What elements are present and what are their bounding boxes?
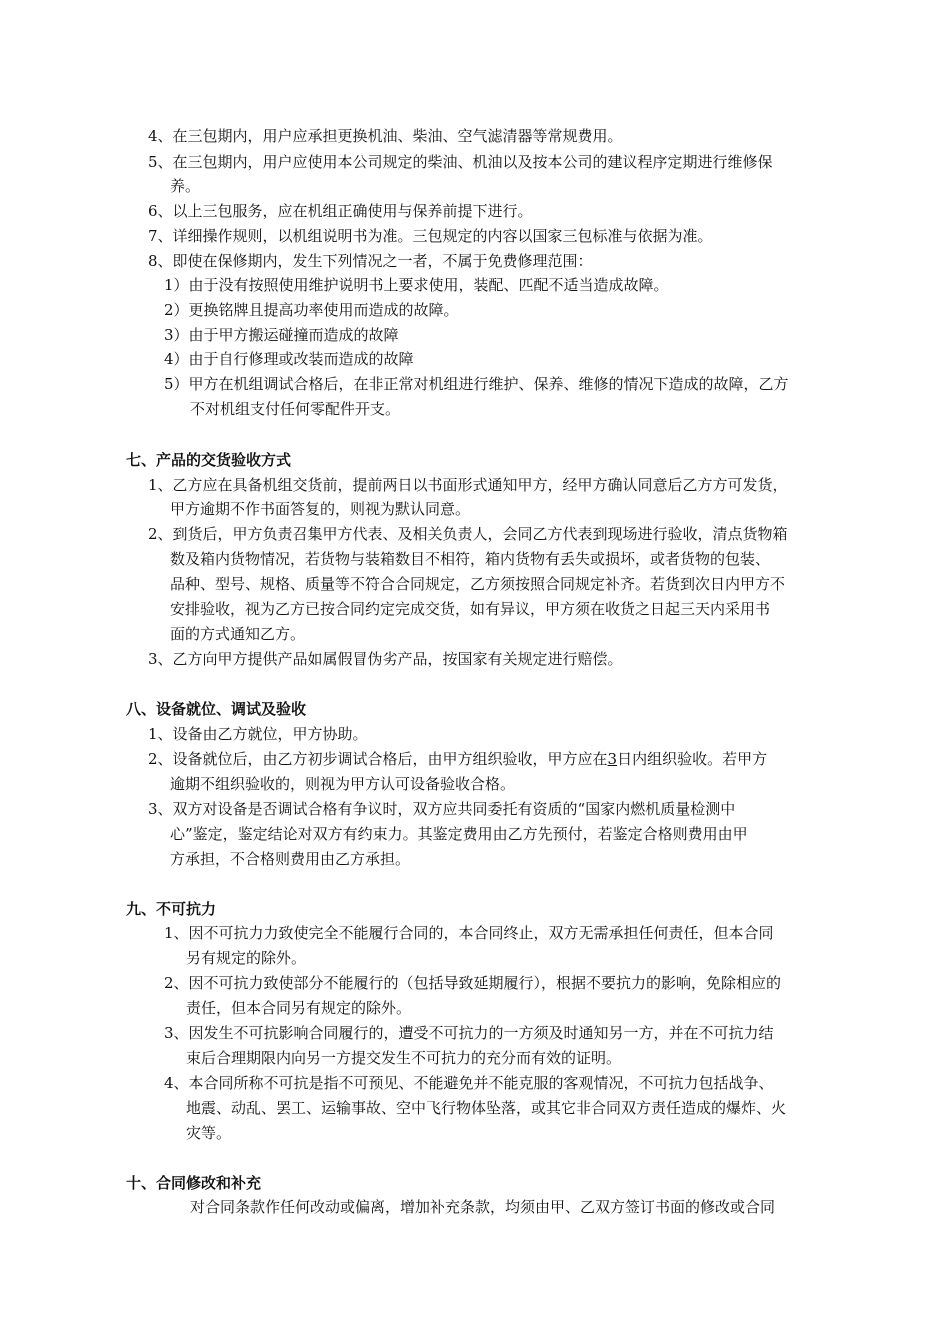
install-item-2-cont: 逾期不组织验收的，则视为甲方认可设备验收合格。 [170,775,516,793]
force-majeure-item-2: 2、因不可抗力致使部分不能履行的（包括导致延期履行），根据不要抗力的影响，免除相应的 [164,974,782,992]
acceptance-days: 3 [607,750,618,768]
install-item-3-cont-2: 方承担，不合格则费用由乙方承担。 [170,850,411,868]
warranty-item-6: 6、以上三包服务，应在机组正确使用与保养前提下进行。 [148,202,533,220]
force-majeure-item-4-cont-1: 地震、动乱、罢工、运输事故、空中飞行物体坠落，或其它非合同双方责任造成的爆炸、火 [186,1099,787,1117]
force-majeure-item-3: 3、因发生不可抗影响合同履行的，遭受不可抗力的一方须及时通知另一方，并在不可抗力结 [164,1024,774,1042]
force-majeure-item-4: 4、本合同所称不可抗是指不可预见、不能避免并不能克服的客观情况，不可抗力包括战争、 [164,1074,774,1092]
force-majeure-item-1-cont: 另有规定的除外。 [186,949,307,967]
exclusion-item-5-cont: 不对机组支付任何零配件开支。 [190,400,401,418]
exclusion-item-3: 3）由于甲方搬运碰撞而造成的故障 [164,326,399,344]
section-9-heading: 九、不可抗力 [126,900,217,918]
install-item-2 [148,747,767,771]
force-majeure-item-2-cont: 责任，但本合同另有规定的除外。 [186,999,412,1017]
delivery-item-2-cont-3: 安排验收，视为乙方已按合同约定完成交货，如有异议，甲方须在收货之日起三天内采用书 [170,600,771,618]
delivery-item-3: 3、乙方向甲方提供产品如属假冒伪劣产品，按国家有关规定进行赔偿。 [148,650,623,668]
install-item-2-text: 2、设备就位后，由乙方初步调试合格后，由甲方组织验收，甲方应在 [148,750,608,768]
delivery-item-2-cont-1: 数及箱内货物情况，若货物与装箱数目不相符，箱内货物有丢失或损坏，或者货物的包装、 [170,550,771,568]
delivery-item-1-cont: 甲方逾期不作书面答复的，则视为默认同意。 [170,500,471,518]
install-item-3: 3、双方对设备是否调试合格有争议时，双方应共同委托有资质的“国家内燃机质量检测中 [148,800,736,818]
amendment-paragraph: 对合同条款作任何改动或偏离，增加补充条款，均须由甲、乙双方签订书面的修改或合同 [190,1198,776,1216]
delivery-item-2: 2、到货后，甲方负责召集甲方代表、及相关负责人，会同乙方代表到现场进行验收，清点货物箱 [148,525,788,543]
install-item-2-text-end: 日内组织验收。若甲方 [617,750,768,768]
warranty-item-4: 4、在三包期内，用户应承担更换机油、柴油、空气滤清器等常规费用。 [148,127,623,145]
force-majeure-item-4-cont-2: 灾等。 [186,1124,232,1142]
section-8-heading: 八、设备就位、调试及验收 [126,700,307,718]
delivery-item-2-cont-4: 面的方式通知乙方。 [170,625,306,643]
install-item-3-cont-1: 心”鉴定，鉴定结论对双方有约束力。其鉴定费用由乙方先预付，若鉴定合格则费用由甲 [170,825,748,843]
warranty-item-5: 5、在三包期内，用户应使用本公司规定的柴油、机油以及按本公司的建议程序定期进行维修保 [148,153,773,171]
exclusion-item-4: 4）由于自行修理或改装而造成的故障 [164,350,414,368]
exclusion-item-1: 1）由于没有按照使用维护说明书上要求使用，装配、匹配不适当造成故障。 [164,276,669,294]
warranty-item-7: 7、详细操作规则，以机组说明书为准。三包规定的内容以国家三包标准与依据为准。 [148,227,713,245]
warranty-item-8: 8、即使在保修期内，发生下列情况之一者，不属于免费修理范围： [148,252,593,270]
force-majeure-item-3-cont: 束后合理期限内向另一方提交发生不可抗力的充分而有效的证明。 [186,1049,622,1067]
exclusion-item-5: 5）甲方在机组调试合格后，在非正常对机组进行维护、保养、维修的情况下造成的故障，乙方 [164,375,789,393]
warranty-item-5-cont: 养。 [170,177,201,195]
force-majeure-item-1: 1、因不可抗力力致使完全不能履行合同的，本合同终止，双方无需承担任何责任，但本合同 [164,924,774,942]
install-item-1: 1、设备由乙方就位，甲方协助。 [148,725,368,743]
delivery-item-2-cont-2: 品种、型号、规格、质量等不符合合同规定，乙方须按照合同规定补齐。若货到次日内甲方不 [170,575,786,593]
exclusion-item-2: 2）更换铭牌且提高功率使用而造成的故障。 [164,301,459,319]
delivery-item-1: 1、乙方应在具备机组交货前，提前两日以书面形式通知甲方，经甲方确认同意后乙方方可发货， [148,476,788,494]
section-10-heading: 十、合同修改和补充 [126,1174,262,1192]
section-7-heading: 七、产品的交货验收方式 [126,451,292,469]
